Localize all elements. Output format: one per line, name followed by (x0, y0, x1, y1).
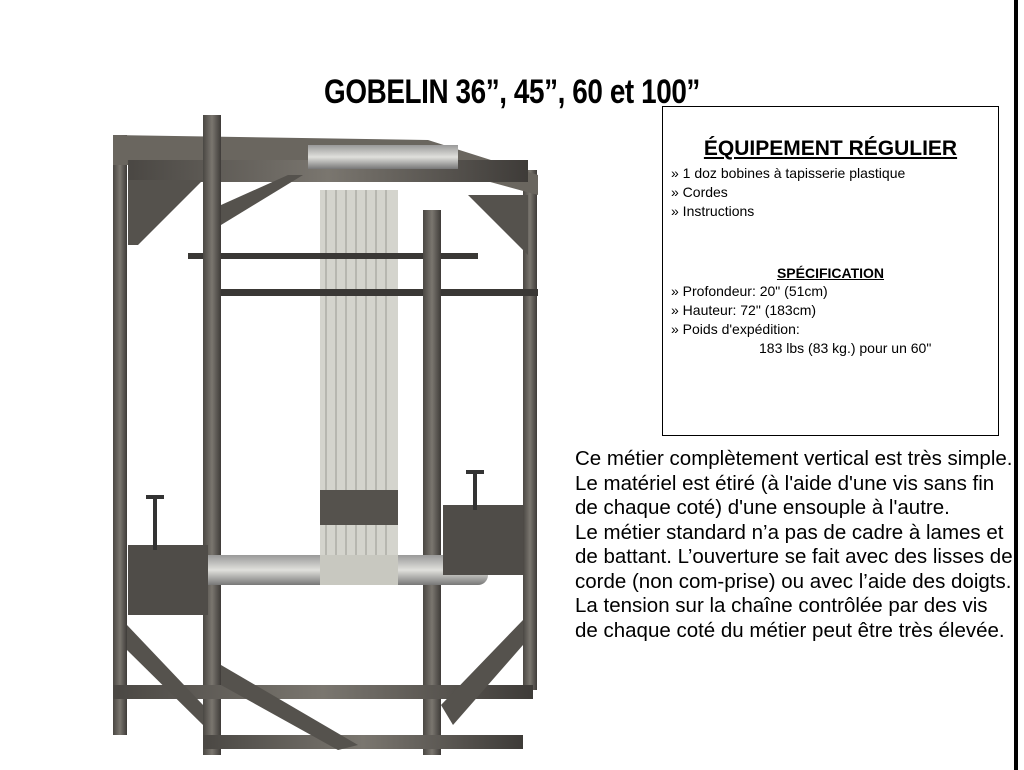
list-item: » 1 doz bobines à tapisserie plastique (671, 165, 906, 181)
page-title: GOBELIN 36”, 45”, 60 et 100” (324, 72, 700, 111)
description-text (575, 447, 1015, 643)
weight-detail: 183 lbs (83 kg.) pour un 60" (759, 340, 932, 356)
page-border (1014, 0, 1018, 770)
list-item: » Cordes (671, 184, 728, 200)
description-paragraph: Ce métier complètement vertical est très simple. Le matériel est étiré (à l'aide d'une vis sans fin de chaque coté) d'une ensouple à l'autre. (575, 447, 1013, 519)
loom-photo (108, 105, 563, 770)
equipment-list (671, 164, 905, 221)
specification-list (671, 282, 931, 358)
specification-box (662, 106, 999, 436)
description-paragraph: La tension sur la chaîne contrôlée par des vis de chaque coté du métier peut être très élevée. (575, 594, 1005, 642)
description-paragraph: Le métier standard n’a pas de cadre à lames et de battant. L’ouverture se fait avec des lisses de corde (non com-prise) ou avec l’aide des doigts. (575, 520, 1013, 593)
specification-heading: SPÉCIFICATION (776, 265, 885, 281)
list-item: » Hauteur: 72" (183cm) (671, 302, 817, 318)
list-item: » Poids d'expédition: (671, 321, 800, 337)
list-item: » Profondeur: 20" (51cm) (671, 283, 828, 299)
equipment-heading: ÉQUIPEMENT RÉGULIER (703, 137, 958, 160)
list-item: » Instructions (671, 203, 755, 219)
